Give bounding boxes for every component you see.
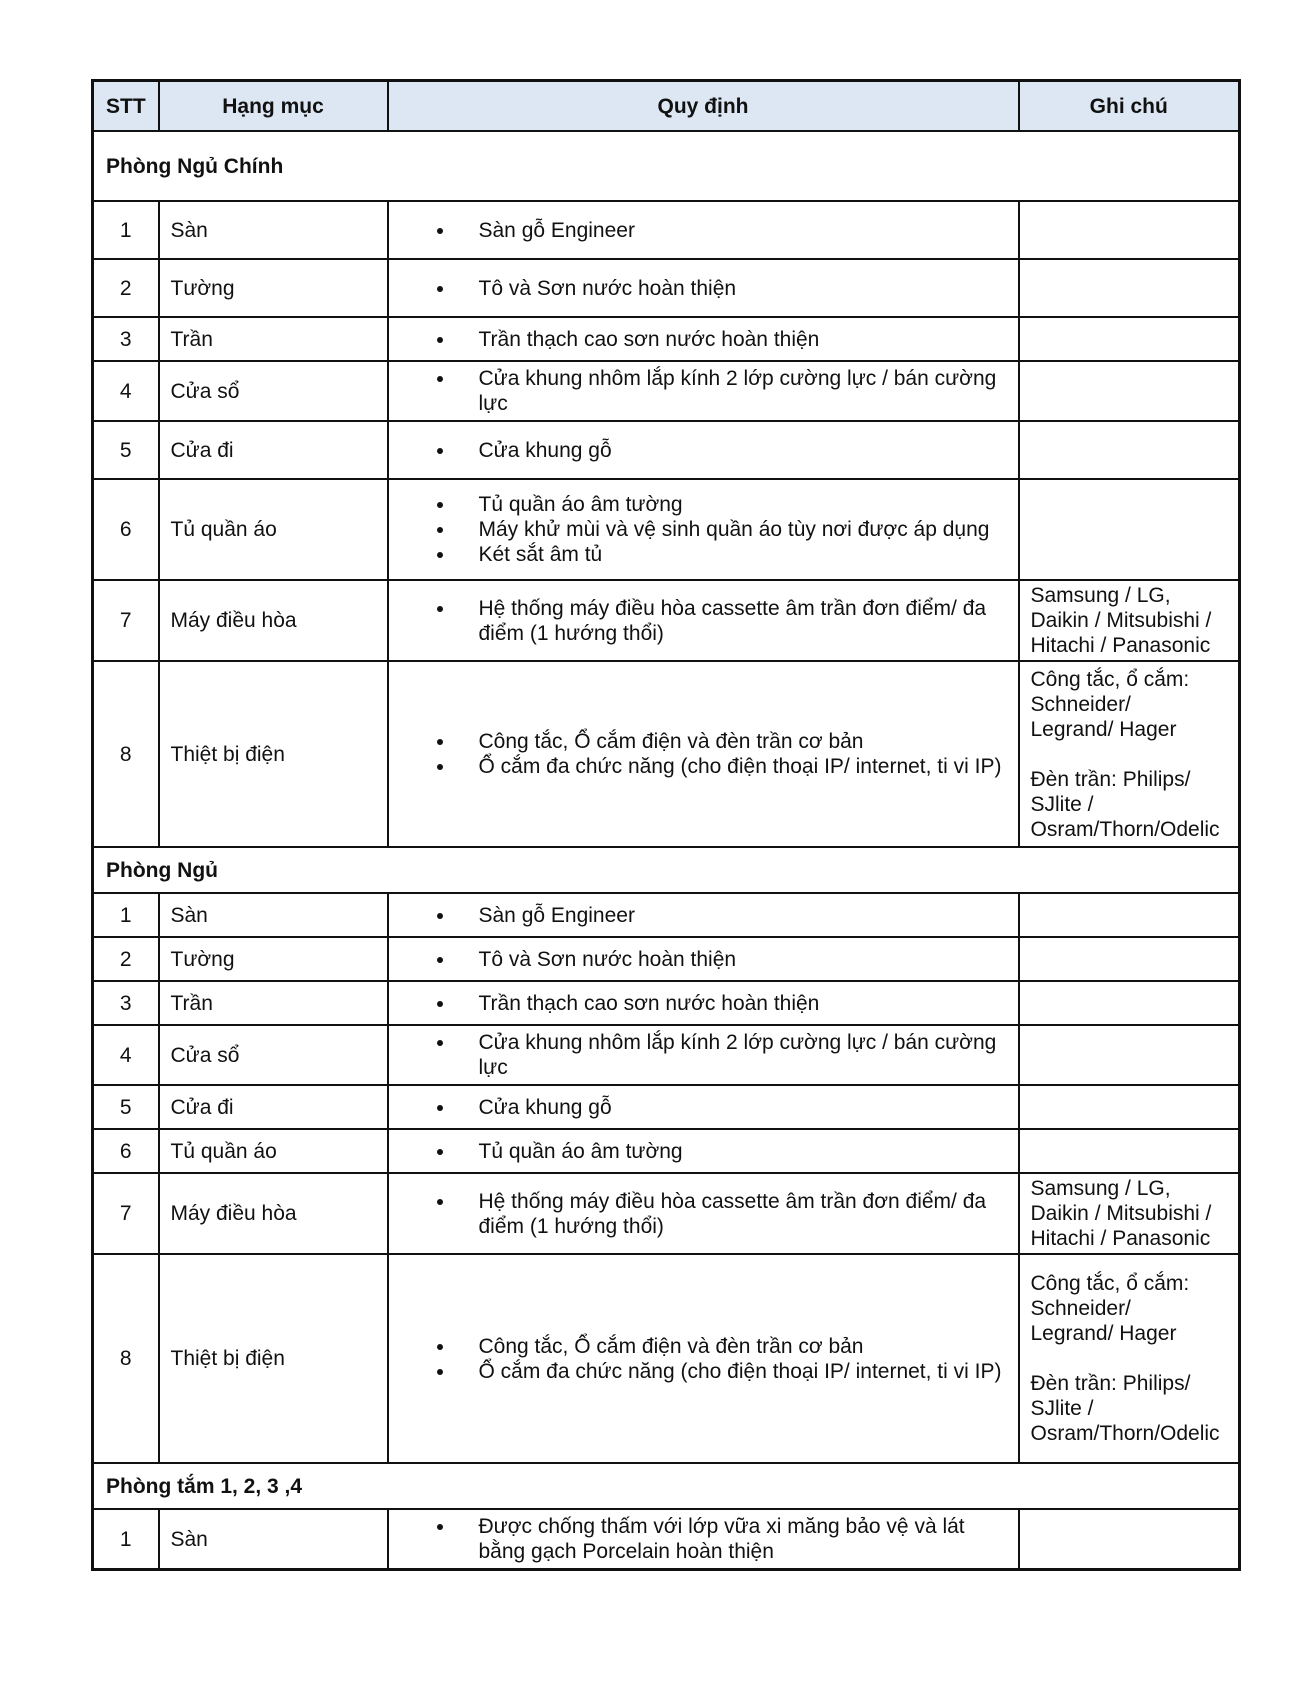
row-item: Tủ quần áo	[159, 1129, 388, 1173]
header-hang-muc: Hạng mục	[159, 81, 388, 132]
row-note	[1019, 361, 1240, 421]
table-row	[93, 580, 1240, 661]
spec-list-item: Máy khử mùi và vệ sinh quần áo tùy nơi được áp dụng	[437, 517, 1004, 542]
table-row	[93, 421, 1240, 479]
spec-list	[437, 366, 1004, 416]
row-note	[1019, 1173, 1240, 1254]
spec-list-item: Được chống thấm với lớp vữa xi măng bảo vệ và lát bằng gạch Porcelain hoàn thiện	[437, 1514, 1004, 1564]
row-note	[1019, 259, 1240, 317]
spec-list	[437, 729, 1004, 779]
row-item: Cửa đi	[159, 421, 388, 479]
table-row	[93, 1129, 1240, 1173]
spec-list-item: Tô và Sơn nước hoàn thiện	[437, 276, 1004, 301]
row-spec	[388, 1025, 1019, 1085]
table-row	[93, 361, 1240, 421]
row-item: Sàn	[159, 201, 388, 259]
spec-list-item: Tủ quần áo âm tường	[437, 492, 1004, 517]
row-stt: 1	[93, 201, 159, 259]
row-note	[1019, 1254, 1240, 1463]
table-row	[93, 981, 1240, 1025]
row-note	[1019, 981, 1240, 1025]
section-row	[93, 847, 1240, 893]
row-item: Máy điều hòa	[159, 1173, 388, 1254]
row-spec	[388, 421, 1019, 479]
note-text: Công tắc, ổ cắm: Schneider/ Legrand/ Hager Đèn trần: Philips/ SJlite / Osram/Thorn/Odelic	[1030, 1272, 1220, 1445]
spec-list	[437, 1189, 1004, 1239]
spec-list-item: Tủ quần áo âm tường	[437, 1139, 1004, 1164]
specification-table	[91, 79, 1241, 1571]
spec-list	[437, 276, 1004, 301]
spec-list-item: Hệ thống máy điều hòa cassette âm trần đơn điểm/ đa điểm (1 hướng thổi)	[437, 1189, 1004, 1239]
section-title: Phòng Ngủ Chính	[93, 131, 1240, 201]
spec-list-item: Công tắc, Ổ cắm điện và đèn trần cơ bản	[437, 729, 1004, 754]
table-row	[93, 1173, 1240, 1254]
row-item: Tường	[159, 259, 388, 317]
row-spec	[388, 1254, 1019, 1463]
table-row	[93, 1085, 1240, 1129]
row-item: Cửa sổ	[159, 1025, 388, 1085]
row-stt: 1	[93, 1509, 159, 1570]
row-item: Tủ quần áo	[159, 479, 388, 580]
row-note	[1019, 580, 1240, 661]
spec-list	[437, 1514, 1004, 1564]
spec-list-item: Sàn gỗ Engineer	[437, 903, 1004, 928]
section-row	[93, 131, 1240, 201]
row-item: Trần	[159, 981, 388, 1025]
row-spec	[388, 893, 1019, 937]
row-note	[1019, 661, 1240, 847]
row-stt: 3	[93, 981, 159, 1025]
header-ghi-chu: Ghi chú	[1019, 81, 1240, 132]
spec-list-item: Cửa khung nhôm lắp kính 2 lớp cường lực / bán cường lực	[437, 1030, 1004, 1080]
spec-list	[437, 1139, 1004, 1164]
spec-list	[437, 596, 1004, 646]
row-item: Thiệt bị điện	[159, 661, 388, 847]
row-spec	[388, 1085, 1019, 1129]
spec-list-item: Trần thạch cao sơn nước hoàn thiện	[437, 991, 1004, 1016]
row-note	[1019, 201, 1240, 259]
row-stt: 2	[93, 259, 159, 317]
row-item: Cửa đi	[159, 1085, 388, 1129]
row-item: Sàn	[159, 1509, 388, 1570]
spec-list-item: Hệ thống máy điều hòa cassette âm trần đơn điểm/ đa điểm (1 hướng thổi)	[437, 596, 1004, 646]
note-text: Công tắc, ổ cắm: Schneider/ Legrand/ Hager Đèn trần: Philips/ SJlite / Osram/Thorn/Odelic	[1030, 667, 1220, 841]
table-header	[93, 81, 1240, 132]
row-spec	[388, 661, 1019, 847]
section-title: Phòng Ngủ	[93, 847, 1240, 893]
row-spec	[388, 259, 1019, 317]
row-stt: 5	[93, 1085, 159, 1129]
spec-list	[437, 218, 1004, 243]
spec-list	[437, 1030, 1004, 1080]
row-note	[1019, 1509, 1240, 1570]
row-item: Trần	[159, 317, 388, 361]
row-spec	[388, 317, 1019, 361]
spec-list	[437, 947, 1004, 972]
table-row	[93, 661, 1240, 847]
row-stt: 4	[93, 1025, 159, 1085]
row-spec	[388, 580, 1019, 661]
row-item: Máy điều hòa	[159, 580, 388, 661]
spec-list-item: Trần thạch cao sơn nước hoàn thiện	[437, 327, 1004, 352]
row-spec	[388, 1129, 1019, 1173]
note-text: Samsung / LG, Daikin / Mitsubishi / Hitachi / Panasonic	[1030, 584, 1212, 657]
spec-list	[437, 327, 1004, 352]
note-text: Samsung / LG, Daikin / Mitsubishi / Hitachi / Panasonic	[1030, 1177, 1212, 1250]
row-stt: 3	[93, 317, 159, 361]
table-row	[93, 1509, 1240, 1570]
spec-list	[437, 492, 1004, 567]
row-note	[1019, 421, 1240, 479]
spec-list-item: Sàn gỗ Engineer	[437, 218, 1004, 243]
row-note	[1019, 317, 1240, 361]
row-stt: 8	[93, 1254, 159, 1463]
table-row	[93, 1254, 1240, 1463]
spec-list	[437, 1334, 1004, 1384]
spec-list-item: Công tắc, Ổ cắm điện và đèn trần cơ bản	[437, 1334, 1004, 1359]
row-spec	[388, 1509, 1019, 1570]
row-stt: 1	[93, 893, 159, 937]
row-stt: 7	[93, 580, 159, 661]
row-note	[1019, 1025, 1240, 1085]
row-stt: 4	[93, 361, 159, 421]
row-note	[1019, 1129, 1240, 1173]
row-stt: 6	[93, 1129, 159, 1173]
row-spec	[388, 361, 1019, 421]
spec-list-item: Tô và Sơn nước hoàn thiện	[437, 947, 1004, 972]
spec-list-item: Ổ cắm đa chức năng (cho điện thoại IP/ internet, ti vi IP)	[437, 1359, 1004, 1384]
row-note	[1019, 1085, 1240, 1129]
header-quy-dinh: Quy định	[388, 81, 1019, 132]
table-body	[93, 131, 1240, 1570]
row-stt: 8	[93, 661, 159, 847]
header-stt: STT	[93, 81, 159, 132]
spec-list	[437, 438, 1004, 463]
table-row	[93, 479, 1240, 580]
row-stt: 6	[93, 479, 159, 580]
table-row	[93, 317, 1240, 361]
row-spec	[388, 937, 1019, 981]
table-row	[93, 893, 1240, 937]
header-row	[93, 81, 1240, 132]
table-row	[93, 937, 1240, 981]
table-row	[93, 1025, 1240, 1085]
spec-list-item: Cửa khung gỗ	[437, 438, 1004, 463]
row-stt: 5	[93, 421, 159, 479]
row-note	[1019, 937, 1240, 981]
row-note	[1019, 479, 1240, 580]
spec-list-item: Cửa khung nhôm lắp kính 2 lớp cường lực / bán cường lực	[437, 366, 1004, 416]
spec-list-item: Ổ cắm đa chức năng (cho điện thoại IP/ internet, ti vi IP)	[437, 754, 1004, 779]
row-item: Tường	[159, 937, 388, 981]
row-spec	[388, 981, 1019, 1025]
row-item: Thiệt bị điện	[159, 1254, 388, 1463]
section-title: Phòng tắm 1, 2, 3 ,4	[93, 1463, 1240, 1509]
row-spec	[388, 201, 1019, 259]
row-note	[1019, 893, 1240, 937]
spec-list	[437, 1095, 1004, 1120]
spec-list-item: Cửa khung gỗ	[437, 1095, 1004, 1120]
table-row	[93, 201, 1240, 259]
section-row	[93, 1463, 1240, 1509]
row-spec	[388, 1173, 1019, 1254]
spec-list	[437, 903, 1004, 928]
row-stt: 7	[93, 1173, 159, 1254]
spec-list-item: Két sắt âm tủ	[437, 542, 1004, 567]
row-item: Sàn	[159, 893, 388, 937]
row-spec	[388, 479, 1019, 580]
row-stt: 2	[93, 937, 159, 981]
spec-list	[437, 991, 1004, 1016]
row-item: Cửa sổ	[159, 361, 388, 421]
table-row	[93, 259, 1240, 317]
